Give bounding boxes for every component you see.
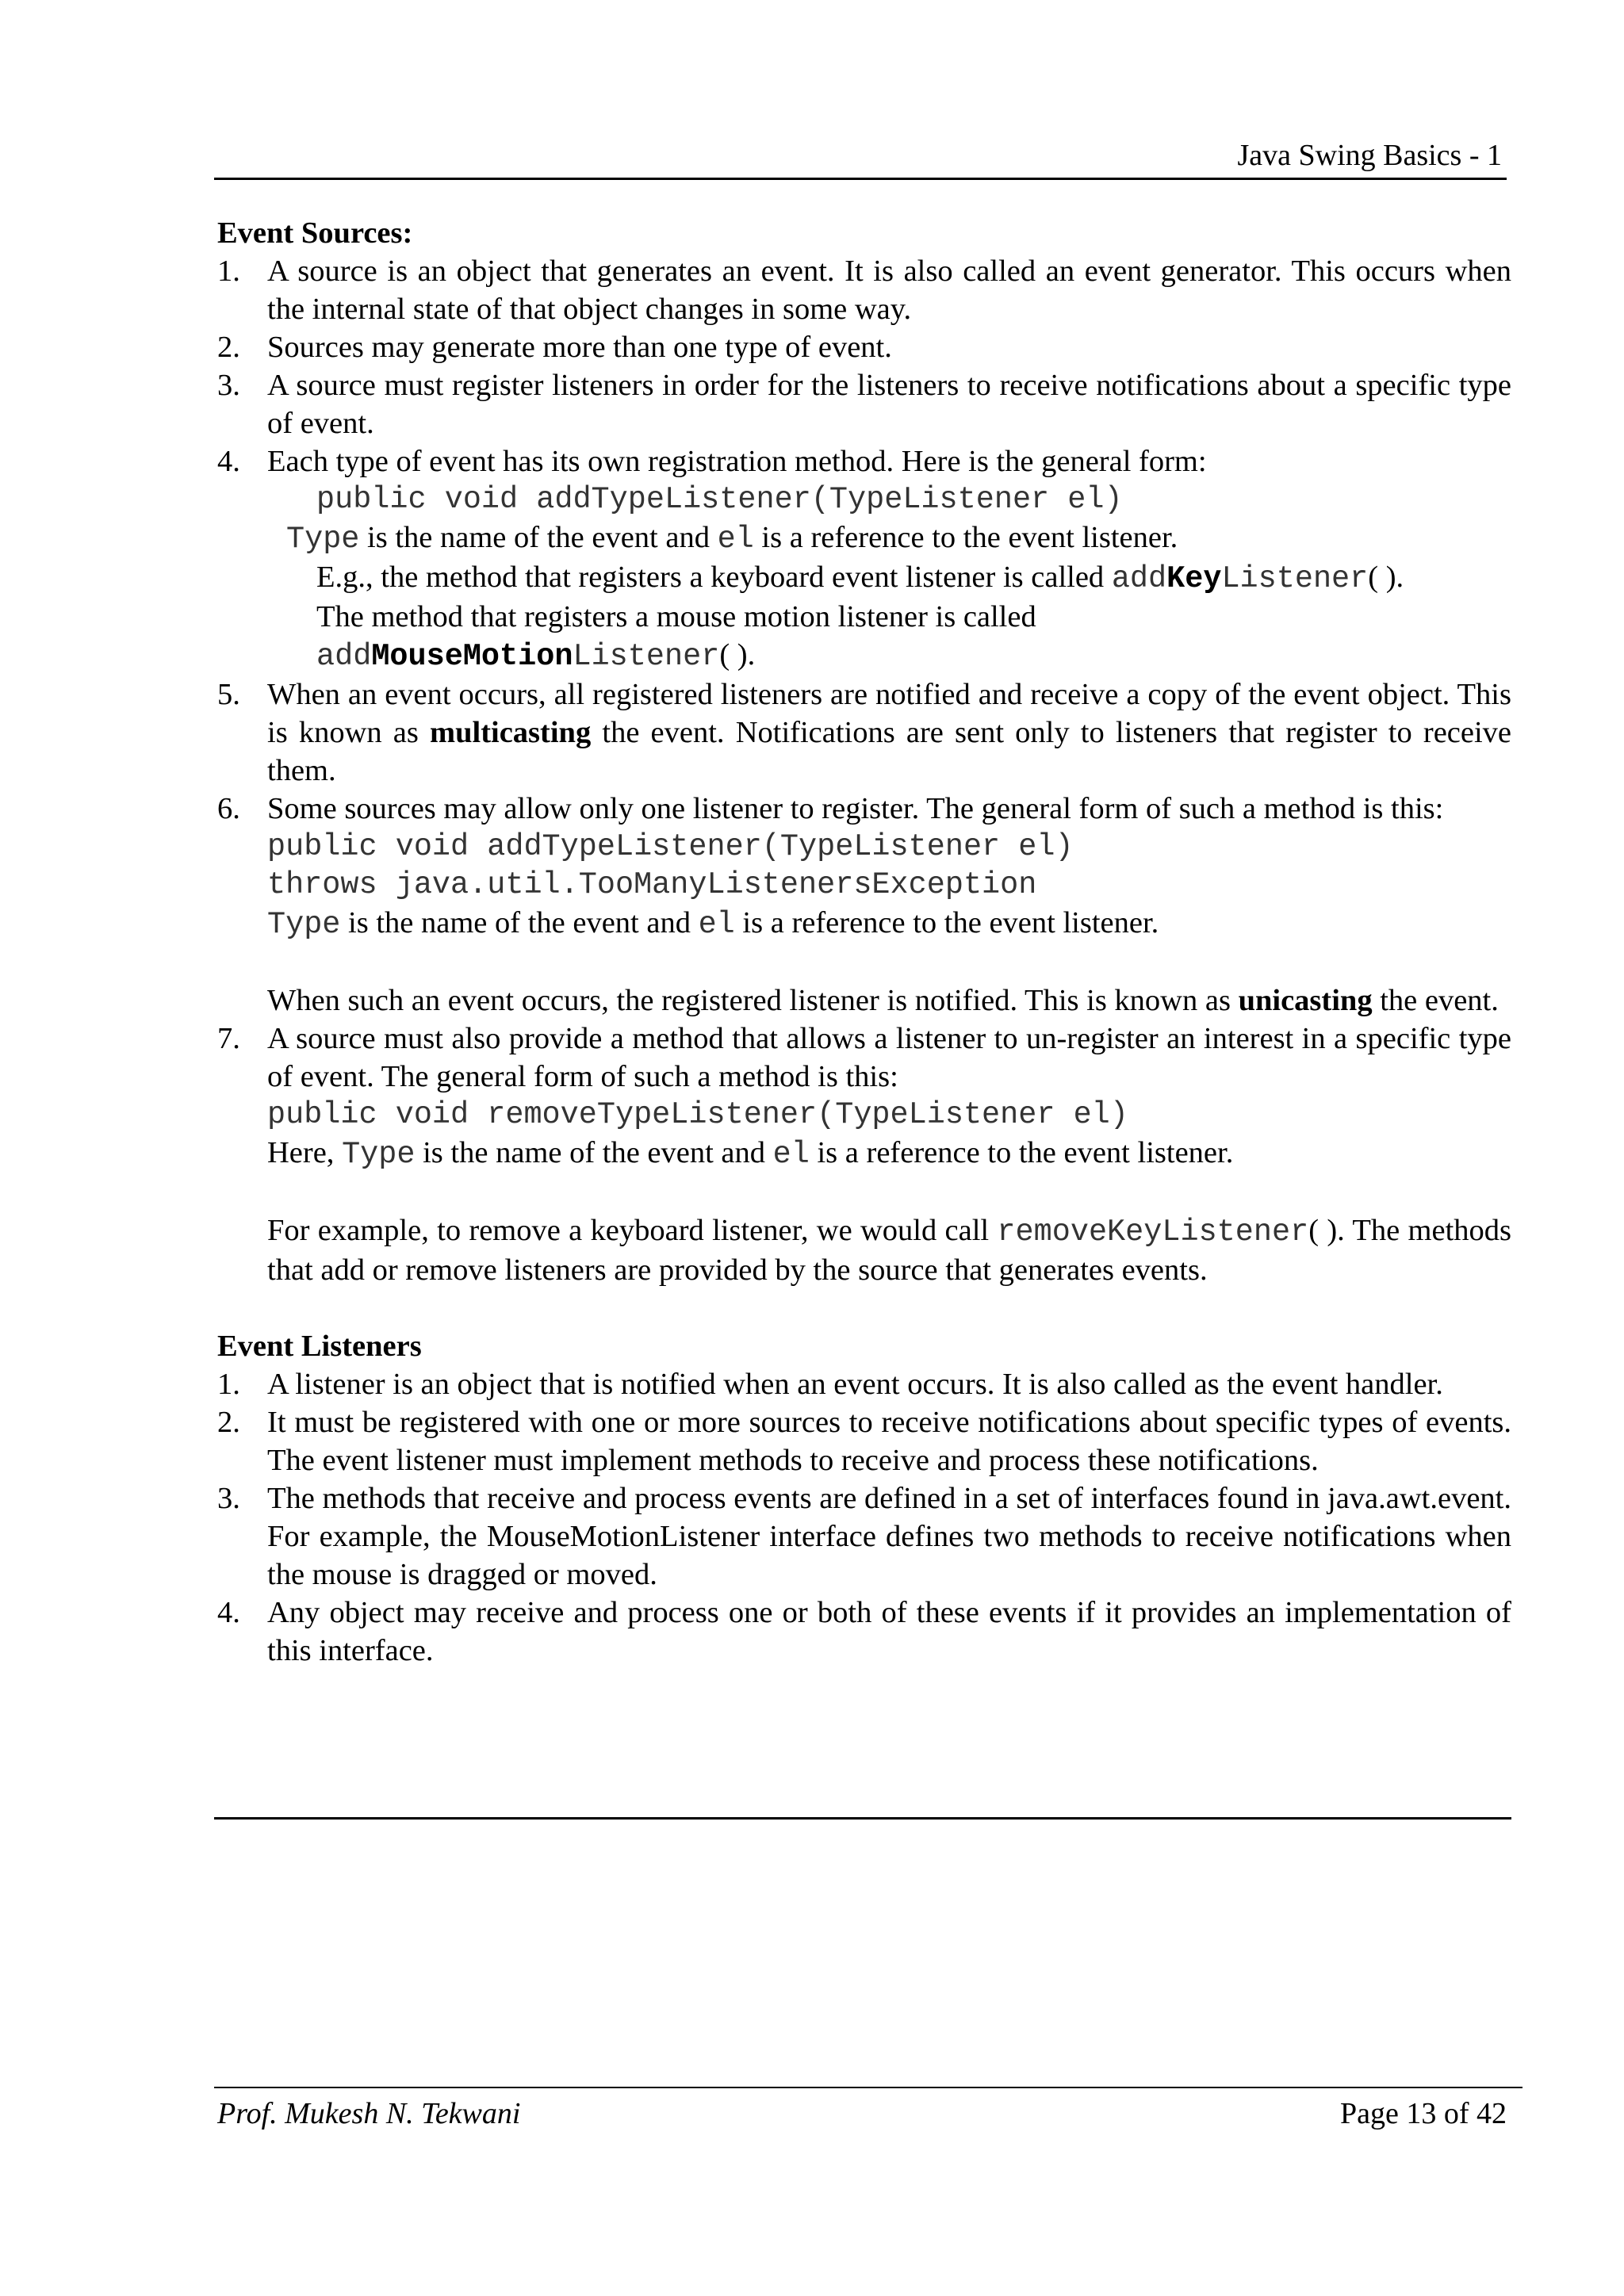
list-item: 3. A source must register listeners in order for the listeners to receive notifications about a specific type of event. bbox=[217, 369, 1511, 440]
page-content bbox=[217, 214, 1511, 1670]
page-footer bbox=[214, 2087, 1522, 2136]
text-line: Type is the name of the event and el is a reference to the event listener. bbox=[267, 906, 1159, 942]
text-line: For example, to remove a keyboard listener, we would call removeKeyListener( ). The methods that add or remove listeners are provided by the source that generates events. bbox=[267, 1214, 1511, 1287]
text-line: E.g., the method that registers a keyboard event listener is called addKeyListener( ). bbox=[316, 561, 1404, 596]
list-item: 3. The methods that receive and process events are defined in a set of interfaces found in java.awt.event. For example, the MouseMotionListener interface defines two methods to receive notifications when the mouse is dragged or moved. bbox=[217, 1482, 1511, 1591]
section-title-event-sources: Event Sources: bbox=[217, 216, 413, 250]
content-end-rule bbox=[214, 1817, 1511, 1820]
list-item: 1. A source is an object that generates an event. It is also called an event generator. This occurs when the internal state of that object changes in some way. bbox=[217, 254, 1511, 326]
event-listeners-list bbox=[217, 1365, 1511, 1670]
page-header bbox=[214, 135, 1507, 180]
code-line: throws java.util.TooManyListenersException bbox=[267, 867, 1037, 902]
list-item: 5. When an event occurs, all registered listeners are notified and receive a copy of the event object. This is known as multicasting the event. Notifications are sent only to listeners that register to receive them. bbox=[217, 678, 1512, 787]
event-sources-list bbox=[217, 252, 1511, 1289]
list-item: 1. A listener is an object that is notified when an event occurs. It is also called as the event handler. bbox=[217, 1368, 1443, 1401]
list-item: 2. It must be registered with one or more sources to receive notifications about specific types of events. The event listener must implement methods to receive and process these notifications. bbox=[217, 1406, 1511, 1477]
code-line: public void addTypeListener(TypeListener el) bbox=[316, 482, 1123, 517]
list-item: 4. Each type of event has its own registration method. Here is the general form: public void addTypeListener(TypeListener el) Type is the name of the event and el is a reference to the event listener. E.g., the method that registers a keyboard event listener is called addKeyListener( ). The method that registers a mouse motion listener is called addMouseMotionListener( ). bbox=[217, 442, 1511, 675]
section-title-event-listeners: Event Listeners bbox=[217, 1330, 422, 1363]
text-line: When such an event occurs, the registered listener is notified. This is known as unicasting the event. bbox=[267, 984, 1499, 1017]
header-title: Java Swing Basics - 1 bbox=[1237, 139, 1502, 172]
text-line: addMouseMotionListener( ). bbox=[316, 638, 756, 674]
list-item: 7. A source must also provide a method that allows a listener to un-register an interest in a specific type of event. The general form of such a method is this: public void removeTypeListener(TypeListener el) Here, Type is the name of the event and el is a reference to the event listener. For example, to remove a keyboard listener, we would call removeKeyListener( ). The methods that add or remove listeners are provided by the source that generates events. bbox=[217, 1020, 1511, 1289]
code-line: public void addTypeListener(TypeListener el) bbox=[267, 829, 1074, 864]
list-item: 4. Any object may receive and process one or both of these events if it provides an implementation of this interface. bbox=[217, 1596, 1511, 1667]
text-line: The method that registers a mouse motion listener is called bbox=[316, 600, 1036, 633]
page-number: Page 13 of 42 bbox=[1339, 2097, 1507, 2130]
code-line: public void removeTypeListener(TypeListener el) bbox=[267, 1097, 1128, 1132]
text-line: Here, Type is the name of the event and el is a reference to the event listener. bbox=[267, 1136, 1234, 1172]
list-item: 2. Sources may generate more than one type of event. bbox=[217, 331, 892, 364]
list-item: 6. Some sources may allow only one listener to register. The general form of such a method is this: public void addTypeListener(TypeListener el) throws java.util.TooManyListenersException Type is the name of the event and el is a reference to the event listener. When such an event occurs, the registered listener is notified. This is known as unicasting the event. bbox=[217, 790, 1511, 1020]
text-line: Type is the name of the event and el is a reference to the event listener. bbox=[286, 521, 1178, 557]
footer-author: Prof. Mukesh N. Tekwani bbox=[217, 2097, 521, 2130]
